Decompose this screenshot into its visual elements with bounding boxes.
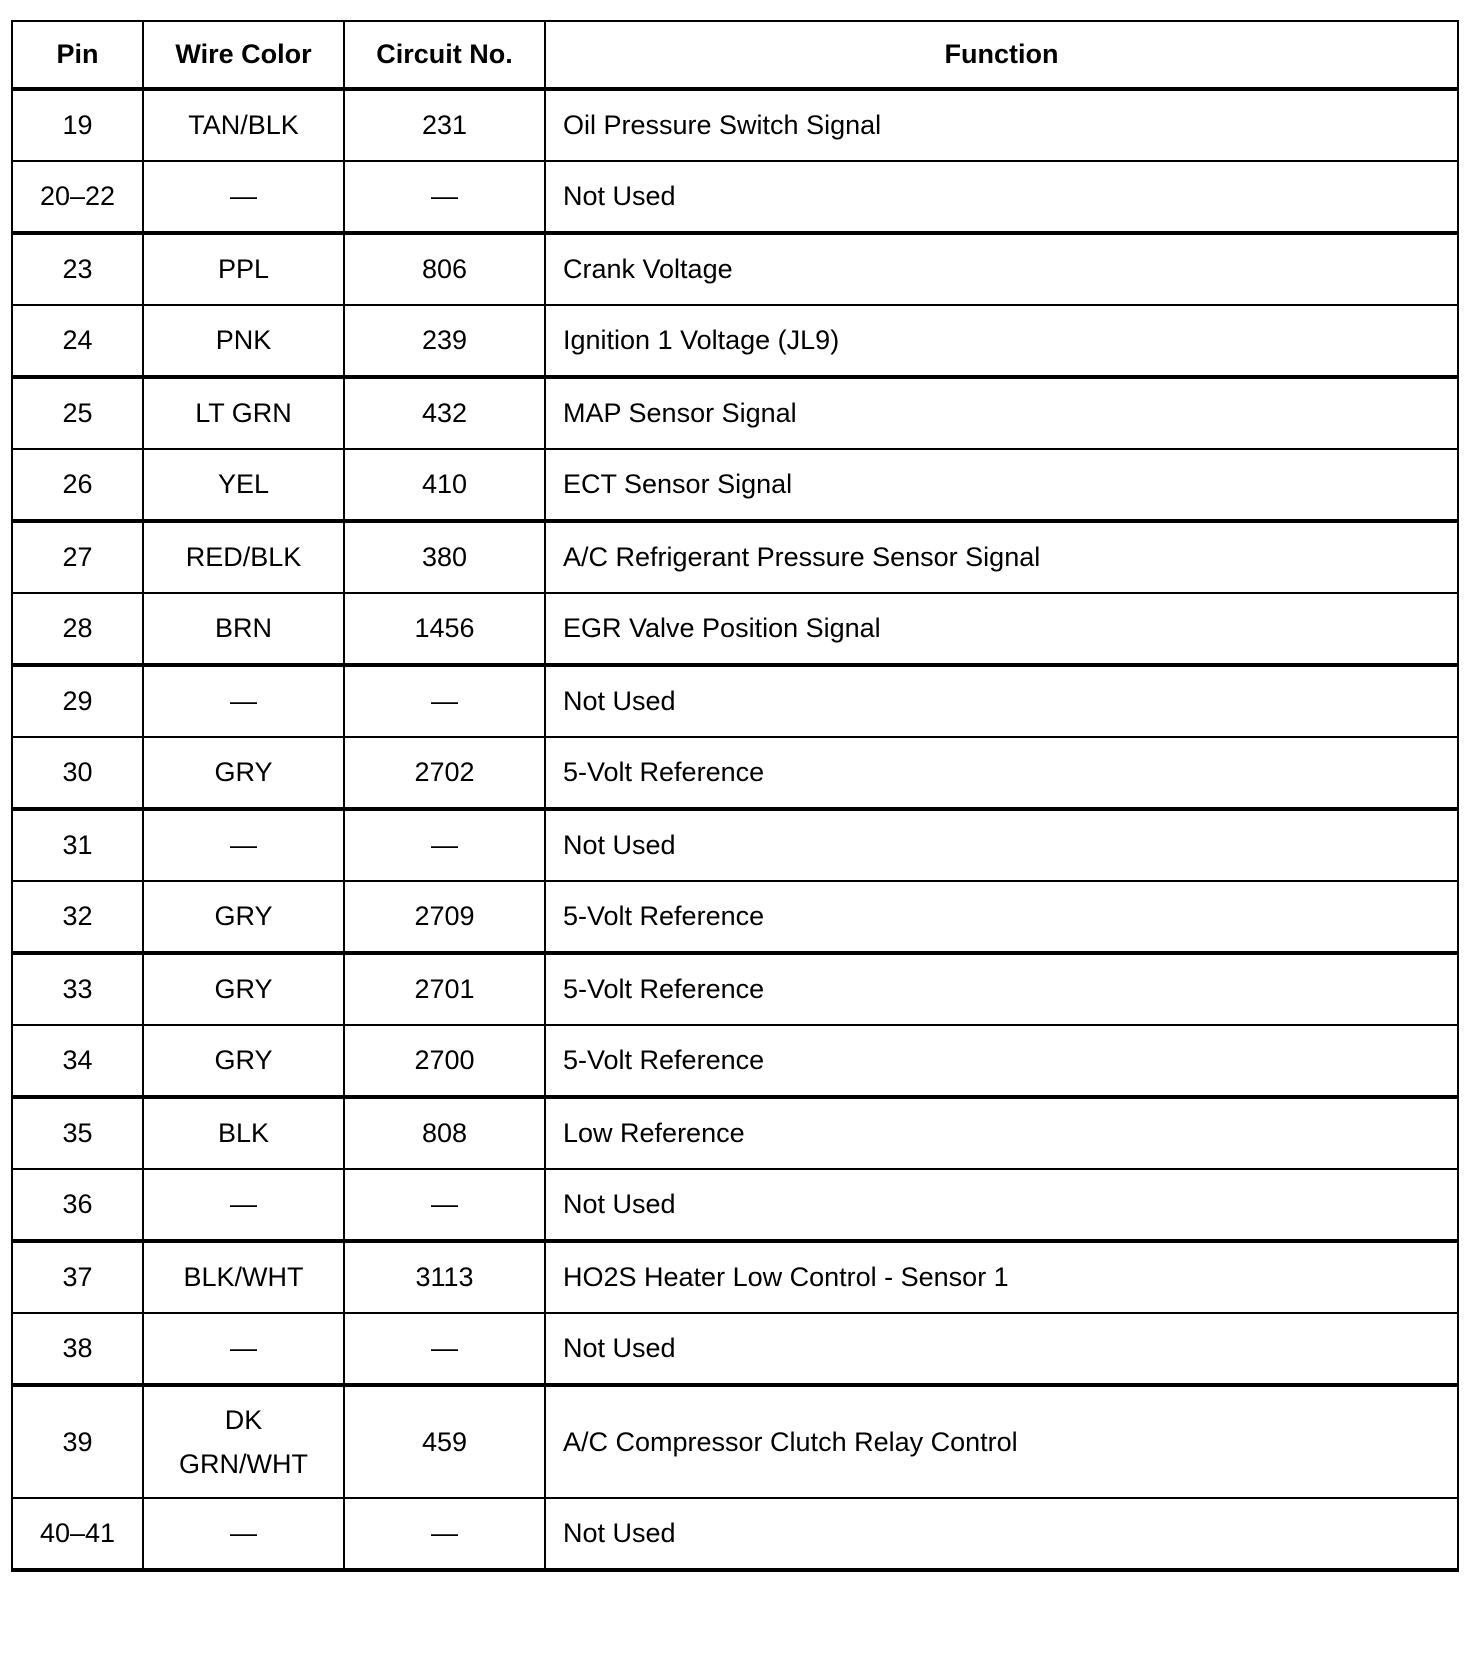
pin-cell: 30 [12,737,143,809]
pin-cell: 28 [12,593,143,665]
pin-cell: 24 [12,305,143,377]
circuit-cell: 231 [344,89,545,161]
pin-cell: 26 [12,449,143,521]
header-wire-color: Wire Color [143,21,344,89]
function-cell: 5-Volt Reference [545,881,1458,953]
wire-color-cell: BRN [143,593,344,665]
table-row [12,1169,1458,1241]
function-cell: MAP Sensor Signal [545,377,1458,449]
header-circuit-no: Circuit No. [344,21,545,89]
table-row [12,953,1458,1025]
table-row [12,521,1458,593]
table-row [12,1097,1458,1169]
table-row [12,233,1458,305]
circuit-cell: 2709 [344,881,545,953]
table-row [12,737,1458,809]
wire-color-cell: — [143,665,344,737]
pin-cell: 23 [12,233,143,305]
circuit-cell: 806 [344,233,545,305]
table-row [12,1498,1458,1570]
pin-cell: 40–41 [12,1498,143,1570]
circuit-cell: 410 [344,449,545,521]
function-cell: Not Used [545,809,1458,881]
pin-cell: 35 [12,1097,143,1169]
table-row [12,1025,1458,1097]
pin-cell: 33 [12,953,143,1025]
function-cell: Oil Pressure Switch Signal [545,89,1458,161]
wire-color-cell: GRY [143,1025,344,1097]
function-cell: Crank Voltage [545,233,1458,305]
wire-color-cell: — [143,1498,344,1570]
function-cell: Not Used [545,1169,1458,1241]
wire-color-cell: GRY [143,737,344,809]
function-cell: Not Used [545,1313,1458,1385]
connector-pinout-table [11,20,1459,1572]
table-row [12,89,1458,161]
wire-color-cell: DK GRN/WHT [143,1385,344,1498]
wire-color-cell: RED/BLK [143,521,344,593]
pin-cell: 27 [12,521,143,593]
wire-color-cell: PNK [143,305,344,377]
table-row [12,593,1458,665]
table-row [12,665,1458,737]
circuit-cell: — [344,161,545,233]
function-cell: Low Reference [545,1097,1458,1169]
function-cell: 5-Volt Reference [545,953,1458,1025]
table-row [12,449,1458,521]
circuit-cell: 2702 [344,737,545,809]
table-row [12,305,1458,377]
circuit-cell: — [344,809,545,881]
circuit-cell: 2701 [344,953,545,1025]
function-cell: EGR Valve Position Signal [545,593,1458,665]
circuit-cell: 432 [344,377,545,449]
pin-cell: 38 [12,1313,143,1385]
wire-color-cell: — [143,1169,344,1241]
table-row [12,1313,1458,1385]
pin-cell: 39 [12,1385,143,1498]
function-cell: 5-Volt Reference [545,737,1458,809]
table-row [12,161,1458,233]
wire-color-cell: TAN/BLK [143,89,344,161]
pin-cell: 19 [12,89,143,161]
pin-cell: 20–22 [12,161,143,233]
function-cell: ECT Sensor Signal [545,449,1458,521]
pin-cell: 31 [12,809,143,881]
wire-color-cell: GRY [143,881,344,953]
circuit-cell: 239 [344,305,545,377]
function-cell: Ignition 1 Voltage (JL9) [545,305,1458,377]
circuit-cell: 1456 [344,593,545,665]
table-row [12,881,1458,953]
wire-color-cell: YEL [143,449,344,521]
header-function: Function [545,21,1458,89]
function-cell: A/C Refrigerant Pressure Sensor Signal [545,521,1458,593]
pin-cell: 25 [12,377,143,449]
circuit-cell: — [344,665,545,737]
wire-color-cell: GRY [143,953,344,1025]
function-cell: Not Used [545,1498,1458,1570]
circuit-cell: — [344,1313,545,1385]
header-pin: Pin [12,21,143,89]
circuit-cell: 3113 [344,1241,545,1313]
wire-color-cell: BLK [143,1097,344,1169]
function-cell: HO2S Heater Low Control - Sensor 1 [545,1241,1458,1313]
function-cell: Not Used [545,161,1458,233]
wire-color-cell: BLK/WHT [143,1241,344,1313]
wire-color-cell: PPL [143,233,344,305]
circuit-cell: 459 [344,1385,545,1498]
function-cell: Not Used [545,665,1458,737]
function-cell: A/C Compressor Clutch Relay Control [545,1385,1458,1498]
circuit-cell: 2700 [344,1025,545,1097]
circuit-cell: 808 [344,1097,545,1169]
pin-cell: 34 [12,1025,143,1097]
circuit-cell: — [344,1169,545,1241]
pin-cell: 37 [12,1241,143,1313]
pin-cell: 29 [12,665,143,737]
table-row [12,377,1458,449]
table-row [12,1241,1458,1313]
wire-color-cell: — [143,809,344,881]
wire-color-cell: — [143,161,344,233]
wire-color-cell: — [143,1313,344,1385]
pin-cell: 32 [12,881,143,953]
wire-color-cell: LT GRN [143,377,344,449]
pin-cell: 36 [12,1169,143,1241]
table-row [12,1385,1458,1498]
table-header-row [12,21,1458,89]
circuit-cell: 380 [344,521,545,593]
function-cell: 5-Volt Reference [545,1025,1458,1097]
table-row [12,809,1458,881]
circuit-cell: — [344,1498,545,1570]
